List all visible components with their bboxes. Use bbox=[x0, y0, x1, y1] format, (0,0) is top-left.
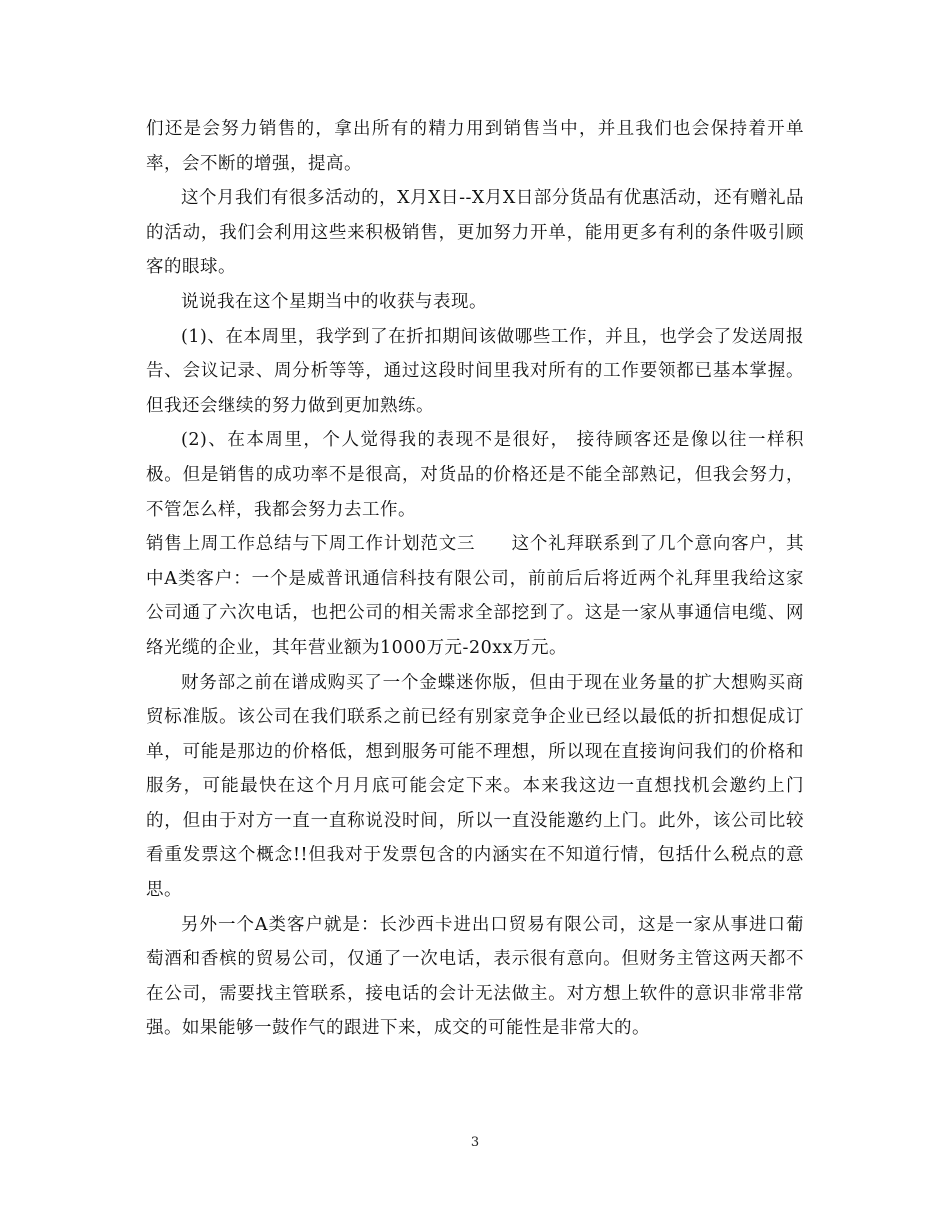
paragraph: 这个月我们有很多活动的，X月X日--X月X日部分货品有优惠活动，还有赠礼品的活动，我们会利用这些来积极销售，更加努力开单，能用更多有利的条件吸引顾客的眼球。 bbox=[146, 188, 804, 278]
paragraph: 说说我在这个星期当中的收获与表现。 bbox=[181, 291, 487, 312]
section-first-text: 这个礼拜联系到了几个意向客户，其中A类客户：一个是威普讯通信科技有限公司，前前后后将近两个礼拜里我给这家公司通了六次电话，也把公司的相关需求全部挖到了。这是一家从事通信电缆、网络光缆的企业，其年营业额为1000万元-20xx万元。 bbox=[146, 534, 805, 658]
page-number: 3 bbox=[470, 1135, 480, 1150]
paragraph: (1)、在本周里，我学到了在折扣期间该做哪些工作，并且，也学会了发送周报告、会议记录、周分析等等，通过这段时间里我对所有的工作要领都已基本掌握。但我还会继续的努力做到更加熟练。 bbox=[146, 326, 804, 416]
paragraph: (2)、在本周里，个人觉得我的表现不是很好， 接待顾客还是像以往一样积极。但是销售的成功率不是很高，对货品的价格还是不能全部熟记，但我会努力，不管怎么样，我都会努力去工作。 bbox=[146, 430, 804, 520]
section-paragraph bbox=[146, 527, 804, 665]
paragraph: 们还是会努力销售的，拿出所有的精力用到销售当中，并且我们也会保持着开单率，会不断的增强，提高。 bbox=[146, 119, 804, 174]
paragraph: 另外一个A类客户就是：长沙西卡进出口贸易有限公司，这是一家从事进口葡萄酒和香槟的贸易公司，仅通了一次电话，表示很有意向。但财务主管这两天都不在公司，需要找主管联系，接电话的会计无法做主。对方想上软件的意识非常非常强。如果能够一鼓作气的跟进下来，成交的可能性是非常大的。 bbox=[146, 914, 804, 1039]
section-title: 销售上周工作总结与下周工作计划范文三 bbox=[146, 534, 476, 555]
paragraph: 财务部之前在谱成购买了一个金蝶迷你版，但由于现在业务量的扩大想购买商贸标准版。该公司在我们联系之前已经有别家竞争企业已经以最低的折扣想促成订单，可能是那边的价格低，想到服务可能不理想，所以现在直接询问我们的价格和服务，可能最快在这个月月底可能会定下来。本来我这边一直想找机会邀约上门的，但由于对方一直一直称说没时间，所以一直没能邀约上门。此外，该公司比较看重发票这个概念!!但我对于发票包含的内涵实在不知道行情，包括什么税点的意思。 bbox=[146, 672, 804, 901]
document-body bbox=[146, 112, 804, 1046]
